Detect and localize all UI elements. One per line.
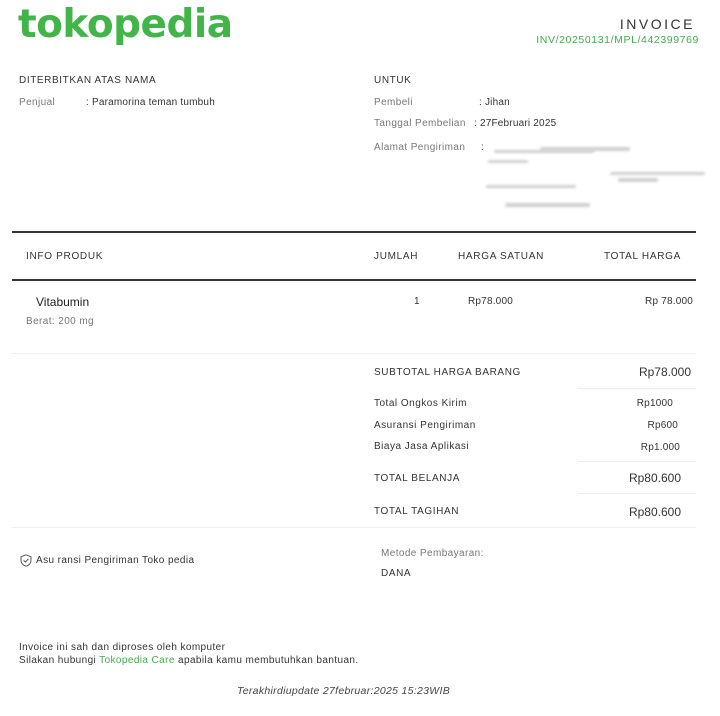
product-unit-price: Rp78.000	[468, 296, 513, 307]
recipient-heading: UNTUK	[374, 75, 412, 86]
payment-method-label: Metode Pembayaran:	[381, 548, 484, 559]
tokopedia-logo: tokopedia	[18, 2, 233, 47]
product-weight: Berat: 200 mg	[26, 316, 95, 327]
buyer-label: Pembeli	[374, 97, 413, 108]
fees-divider	[578, 461, 696, 462]
summary-divider	[12, 527, 696, 528]
product-name[interactable]: Vitabumin	[36, 295, 90, 309]
total-shopping-label: TOTAL BELANJA	[374, 473, 460, 484]
total-bill-label: TOTAL TAGIHAN	[374, 506, 460, 517]
invoice-number[interactable]: INV/20250131/MPL/442399769	[536, 34, 699, 46]
app-fee-value: Rp1.000	[640, 442, 680, 453]
row-divider	[12, 353, 696, 354]
subtotal-label: SUBTOTAL HARGA BARANG	[374, 367, 521, 378]
insurance-label: Asuransi Pengiriman	[374, 420, 476, 431]
buyer-value: : Jihan	[479, 97, 510, 108]
col-header-product: INFO PRODUK	[26, 251, 104, 262]
issuer-heading: DITERBITKAN ATAS NAMA	[19, 75, 157, 86]
col-header-qty: JUMLAH	[374, 251, 419, 262]
address-value: :	[481, 142, 484, 153]
shield-check-icon	[20, 554, 32, 567]
product-qty: 1	[414, 296, 420, 307]
purchase-date-label: Tanggal Pembelian	[374, 118, 466, 129]
total-bill-value: Rp80.600	[628, 505, 681, 519]
last-updated: Terakhirdiupdate 27februar:2025 15:23WIB	[237, 685, 450, 697]
payment-method-value: DANA	[381, 568, 412, 579]
seller-label: Penjual	[19, 97, 56, 108]
shipping-label: Total Ongkos Kirim	[374, 398, 467, 409]
seller-value: : Paramorina teman tumbuh	[86, 97, 215, 108]
address-label: Alamat Pengiriman	[374, 142, 466, 153]
app-fee-label: Biaya Jasa Aplikasi	[374, 441, 470, 452]
footer-help-prefix: Silakan hubungi	[19, 655, 97, 666]
product-total: Rp 78.000	[645, 296, 693, 307]
footer-computer-note: Invoice ini sah dan diproses oleh komputer	[19, 642, 226, 653]
insurance-note: Asu ransi Pengiriman Toko pedia	[36, 555, 195, 566]
col-header-unit-price: HARGA SATUAN	[458, 251, 545, 262]
footer-help-suffix: apabila kamu membutuhkan bantuan.	[178, 655, 359, 666]
subtotal-value: Rp78.000	[638, 365, 691, 379]
table-top-rule	[12, 231, 696, 233]
insurance-value: Rp600	[647, 420, 678, 431]
tokopedia-care-link[interactable]: Tokopedia Care	[99, 655, 175, 666]
col-header-total: TOTAL HARGA	[604, 251, 681, 262]
purchase-date-value: : 27Februari 2025	[474, 118, 557, 129]
total-shopping-value: Rp80.600	[628, 471, 681, 485]
subtotal-divider	[578, 388, 696, 389]
table-header-rule	[12, 279, 696, 281]
total-divider	[578, 493, 696, 494]
invoice-title: INVOICE	[619, 16, 695, 32]
footer-help-line	[19, 655, 359, 666]
shipping-value: Rp1000	[636, 398, 673, 409]
